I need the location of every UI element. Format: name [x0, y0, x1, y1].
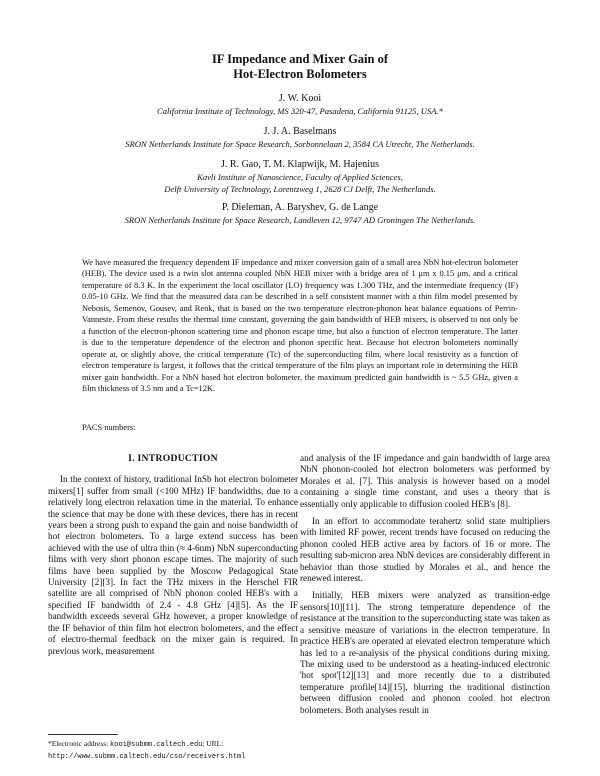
right-column	[300, 453, 550, 722]
left-column	[48, 453, 298, 663]
author-names: P. Dieleman, A. Baryshev, G. de Lange	[221, 202, 379, 213]
title-line-2: Hot-Electron Bolometers	[233, 67, 367, 81]
author-names: J. W. Kooi	[278, 93, 322, 104]
author-names: J. R. Gao, T. M. Klapwijk, M. Hajenius	[221, 159, 379, 170]
section-heading: I. INTRODUCTION	[128, 453, 218, 464]
author-affiliation: SRON Netherlands Institute for Space Research, Landleven 12, 9747 AD Groningen The Netherlands.	[124, 215, 476, 225]
author-affiliation: SRON Netherlands Institute for Space Research, Sorbonnelaan 2, 3584 CA Utrecht, The Netherlands.	[125, 139, 475, 149]
paragraph: and analysis of the IF impedance and gain bandwidth of large area NbN phonon-cooled hot electron bolometers was performed by Morales et al. [7]. This analysis is however based on a model containing a single time constant, and uses a theory that is essentially only applicable to diffusion cooled HEB's [8].	[300, 453, 550, 509]
paper-title	[0, 52, 600, 82]
email-link[interactable]: kooi@submm.caltech.edu	[109, 741, 203, 749]
author-block-2	[0, 125, 600, 150]
paragraph: In an effort to accommodate terahertz solid state multipliers with limited RF power, recent trends have focused on reducing the phonon cooled HEB active area by factors of 16 or more. The resulting sub-micron area NbN devices are considerably different in behavior than those studied by Morales et al., and hence the renewed interest.	[300, 516, 550, 584]
author-affiliation: Delft University of Technology, Lorentzweg 1, 2628 CJ Delft, The Netherlands.	[164, 184, 436, 194]
paragraph: In the context of history, traditional InSb hot electron bolometer mixers[1] suffer from small (<100 MHz) IF bandwidths, due to a relatively long electron relaxation time in the material. To enhance the science that may be done with these devices, there has in recent years been a strong push to expand the gain and noise bandwidth of hot electron bolometers. To a large extend success has been achieved with the use of ultra thin (≈ 4-6nm) NbN superconducting films with very short phonon escape times. The majority of such films have been supplied by the Moscow Pedagogical State University [2][3]. In fact the THz mixers in the Herschel FIR satellite are all comprised of NbN phonon cooled HEB's with a specified IF bandwidth of 2.4 - 4.8 GHz [4][5]. As the IF bandwidth exceeds several GHz however, a proper knowledge of the IF behavior of thin film hot electron bolometers, and the effect of electro-thermal feedback on the mixer gain is required. In previous work, measurement	[48, 474, 298, 656]
footnote	[48, 739, 298, 762]
footnote-mid: ; URL:	[202, 739, 224, 748]
author-block-3	[0, 158, 600, 195]
footnote-rule	[48, 734, 118, 735]
abstract: We have measured the frequency dependent IF impedance and mixer conversion gain of a small area NbN hot-electron bolometer (HEB). The device used is a twin slot antenna coupled NbN HEB mixer with a bridge area of 1 μm x 0.15 μm, and a critical temperature of 8.3 K. In the experiment the local oscillator (LO) frequency was 1.300 THz, and the intermediate frequency (IF) 0.05-10 GHz. We find that the measured data can be described in a self consistent manner with a thin film model presented by Nebosis, Semenov, Gousev, and Renk, that is based on the two temperature electron-phonon heat balance equations of Perrin-Vanneste. From these results the thermal time constant, governing the gain bandwidth of HEB mixers, is observed to not only be a function of the electron-phonon scattering time and phonon escape time, but also a function of electron temperature. The latter is due to the temperature dependence of the electron and phonon specific heat. Because hot electron bolometers nominally operate at, or slightly above, the critical temperature (Tc) of the superconducting film, where local resistivity as a function of electron temperature is largest, it follows that the critical temperature of the film plays an important role in determining the HEB mixer gain bandwidth. For a NbN based hot electron bolometer, the maximum predicted gain bandwidth is ~ 5.5 GHz, given a film thickness of 3.5 nm and a Tc=12K.	[82, 258, 518, 393]
url-link[interactable]: http://www.submm.caltech.edu/cso/receivers.html	[48, 752, 246, 761]
author-names: J. J. A. Baselmans	[263, 126, 337, 137]
paragraph: Initially, HEB mixers were analyzed as transition-edge sensors[10][11]. The strong temperature dependence of the resistance at the transition to the superconducting state was taken as a sensitive measure of variations in the electron temperature. In practice HEB's are operated at elevated electron temperature which has led to a re-analysis of the physical conditions during mixing. The mixing used to be understood as a heating-induced electronic 'hot spot'[12][13] and more recently due to a distributed temperature profile[14][15], blurring the traditional distinction between diffusion cooled and phonon cooled hot electron bolometers. Both analyses result in	[300, 590, 550, 715]
author-affiliation: California Institute of Technology, MS 320-47, Pasadena, California 91125, USA.*	[157, 106, 443, 116]
footnote-lead: *Electronic address:	[48, 739, 110, 748]
author-affiliation: Kavli Institute of Nanoscience, Faculty of Applied Sciences,	[197, 172, 403, 182]
author-block-4	[0, 201, 600, 226]
pacs-numbers: PACS numbers:	[82, 423, 136, 432]
title-line-1: IF Impedance and Mixer Gain of	[211, 52, 389, 66]
author-block-1	[0, 92, 600, 117]
